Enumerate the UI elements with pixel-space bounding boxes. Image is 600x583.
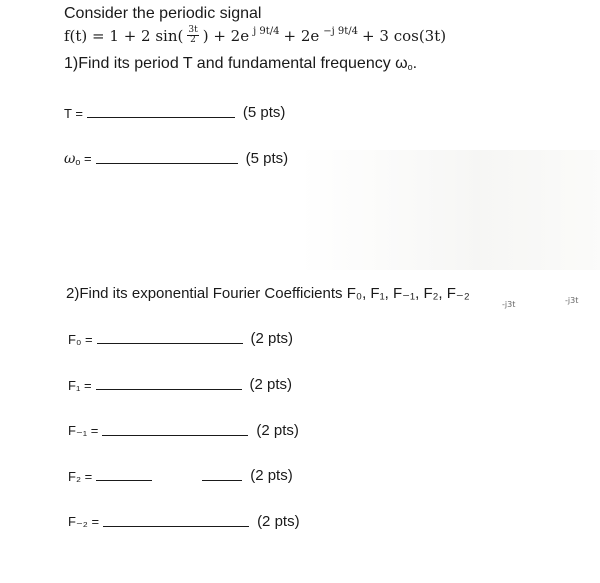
answer-blank[interactable] xyxy=(102,434,248,436)
answer-blank[interactable] xyxy=(96,162,238,164)
answer-row-f1 xyxy=(68,376,292,393)
answer-label: F₁ = xyxy=(68,378,92,393)
equals-sign: = xyxy=(80,151,92,166)
fraction-denominator: 2 xyxy=(190,35,196,45)
answer-blank[interactable] xyxy=(96,480,242,481)
answer-label: F₋₂ = xyxy=(68,514,100,529)
equation-exponent-2: −j 9t/4 xyxy=(323,26,359,37)
answer-label: T = xyxy=(64,106,83,121)
problem-intro: Consider the periodic signal xyxy=(64,5,262,22)
points-label: (2 pts) xyxy=(250,467,293,484)
answer-row-f-minus-2 xyxy=(68,513,300,530)
question-1 xyxy=(64,55,417,73)
answer-row-frequency xyxy=(64,150,288,167)
equation-part4: + 3 cos(3t) xyxy=(362,26,447,45)
points-label: (2 pts) xyxy=(256,422,299,439)
answer-row-f-minus-1 xyxy=(68,422,299,439)
answer-label xyxy=(64,151,92,167)
question-1-text: 1)Find its period T and fundamental frequency ω xyxy=(64,55,408,72)
answer-blank[interactable] xyxy=(87,116,235,118)
handwritten-note: -j3t xyxy=(502,300,516,309)
answer-label: F₀ = xyxy=(68,332,93,347)
equation-fraction xyxy=(187,26,198,45)
equation-exponent-1: j 9t/4 xyxy=(253,26,280,37)
omega-symbol: ω xyxy=(64,151,76,167)
answer-blank[interactable] xyxy=(97,342,243,344)
points-label: (5 pts) xyxy=(242,104,286,121)
equation-part2: ) + 2e xyxy=(202,26,250,45)
points-label: (2 pts) xyxy=(249,376,293,393)
fraction-numerator: 3t xyxy=(188,25,198,35)
points-label: (5 pts) xyxy=(245,150,289,167)
handwritten-note: -j3t xyxy=(565,296,579,305)
answer-row-period xyxy=(64,104,285,121)
answer-label: F₋₁ = xyxy=(68,423,99,438)
answer-row-f2 xyxy=(68,467,293,484)
equation-part3: + 2e xyxy=(283,26,320,45)
points-label: (2 pts) xyxy=(250,330,294,347)
question-1-subscript: o xyxy=(407,62,413,72)
points-label: (2 pts) xyxy=(257,513,300,530)
answer-label: F₂ = xyxy=(68,469,93,484)
answer-row-f0 xyxy=(68,330,293,347)
scan-shading xyxy=(300,150,600,270)
answer-blank[interactable] xyxy=(96,388,242,390)
omega-subscript: o xyxy=(75,157,81,167)
question-2: 2)Find its exponential Fourier Coefficients F₀, F₁, F₋₁, F₂, F₋₂ xyxy=(66,285,470,302)
signal-equation xyxy=(64,26,446,45)
question-1-end: . xyxy=(412,55,418,72)
answer-blank[interactable] xyxy=(103,525,249,527)
equation-lhs: f(t) = 1 + 2 sin( xyxy=(64,26,184,45)
